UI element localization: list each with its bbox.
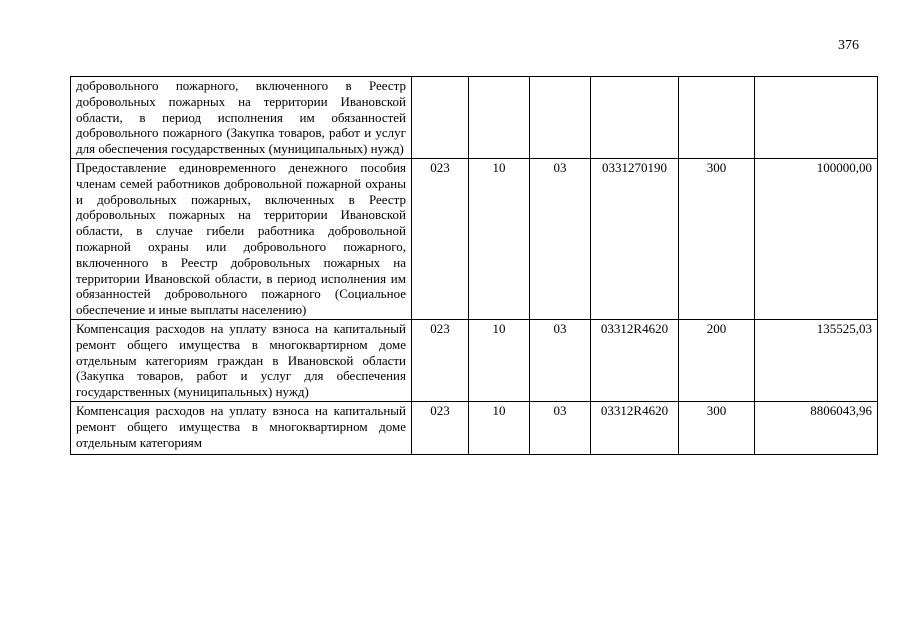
expense-type-code: 200	[679, 319, 755, 401]
table-row	[71, 158, 878, 319]
row-description: добровольного пожарного, включенного в Реестр добровольных пожарных на территории Ивановской области, в период исполнения им обязанностей добровольного пожарного (Закупка товаров, работ и услуг для обеспечения государственных (муниципальных) нужд)	[71, 77, 412, 159]
ministry-code: 023	[412, 401, 469, 454]
table-row	[71, 319, 878, 401]
amount-value	[755, 77, 878, 159]
subsection-code: 03	[530, 401, 591, 454]
subsection-code: 03	[530, 158, 591, 319]
row-description: Компенсация расходов на уплату взноса на капитальный ремонт общего имущества в многоквартирном доме отдельным категориям	[76, 402, 406, 450]
section-code: 10	[469, 401, 530, 454]
row-description: Предоставление единовременного денежного пособия членам семей работников добровольной пожарной охраны и добровольных пожарных, включенных в Реестр добровольных пожарных на территории Ивановской области, в случае гибели работника добровольной пожарной охраны или добровольного пожарного, включенного в Реестр добровольных пожарных на территории Ивановской области, в период исполнения им обязанностей добровольного пожарного (Социальное обеспечение и иные выплаты населению)	[71, 158, 412, 319]
subsection-code: 03	[530, 319, 591, 401]
amount-value: 135525,03	[755, 319, 878, 401]
expense-type-code	[679, 77, 755, 159]
subsection-code	[530, 77, 591, 159]
target-article-code: 0331270190	[591, 158, 679, 319]
table-row	[71, 401, 878, 454]
target-article-code	[591, 77, 679, 159]
amount-value: 100000,00	[755, 158, 878, 319]
row-description: Компенсация расходов на уплату взноса на капитальный ремонт общего имущества в многоквартирном доме отдельным категориям граждан в Ивановской области (Закупка товаров, работ и услуг для обеспечения государственных (муниципальных) нужд)	[71, 319, 412, 401]
budget-table	[70, 76, 878, 455]
ministry-code: 023	[412, 158, 469, 319]
section-code: 10	[469, 319, 530, 401]
section-code: 10	[469, 158, 530, 319]
expense-type-code: 300	[679, 401, 755, 454]
amount-value: 8806043,96	[755, 401, 878, 454]
ministry-code	[412, 77, 469, 159]
expense-type-code: 300	[679, 158, 755, 319]
target-article-code: 03312R4620	[591, 401, 679, 454]
ministry-code: 023	[412, 319, 469, 401]
section-code	[469, 77, 530, 159]
table-row	[71, 77, 878, 159]
row-description-cell	[71, 401, 412, 454]
target-article-code: 03312R4620	[591, 319, 679, 401]
page-number: 376	[838, 38, 859, 53]
